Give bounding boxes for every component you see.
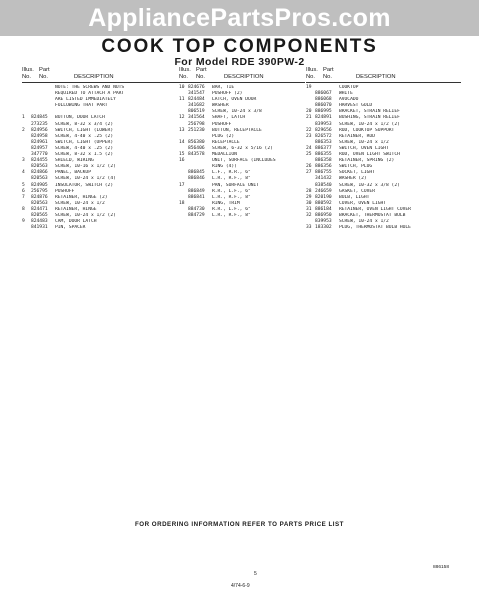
ordering-note: FOR ORDERING INFORMATION REFER TO PARTS PRICE LIST xyxy=(135,521,344,528)
part-number: 341682 xyxy=(188,103,205,109)
part-number: 886184 xyxy=(315,206,332,212)
part-description: COVER, OVEN LIGHT xyxy=(339,200,387,206)
part-description: SCREW, 10-24 x 1/2 xyxy=(339,139,389,145)
illus-number: 33 xyxy=(306,225,312,231)
illus-number: 1 xyxy=(22,115,25,121)
part-number: 886995 xyxy=(315,109,332,115)
part-description: SCREW, 4-40 x .25 (2) xyxy=(55,145,114,151)
illus-number: 12 xyxy=(179,115,185,121)
part-number: 884730 xyxy=(188,206,205,212)
page-code: 4/74-6-9 xyxy=(231,583,250,589)
part-number: 886070 xyxy=(315,103,332,109)
part-number: 886841 xyxy=(188,194,205,200)
illus-number: 3 xyxy=(22,158,25,164)
part-number: 820563 xyxy=(31,164,48,170)
part-description: NOTE: THE SCREWS AND NUTS xyxy=(55,85,125,90)
illus-number: 30 xyxy=(306,200,312,206)
illus-number: 26 xyxy=(306,164,312,170)
part-description: PUSHOFF xyxy=(212,121,232,127)
illus-number xyxy=(179,213,188,219)
part-description: BULB, LIGHT xyxy=(339,194,370,200)
part-description: SCREW, 10-24 x 1/2 xyxy=(339,219,389,225)
part-description: RETAINER, HINGE (2) xyxy=(55,194,108,200)
part-number: 824866 xyxy=(31,170,48,176)
part-description: PLUG (2) xyxy=(212,133,235,139)
illus-number: 13 xyxy=(179,127,185,133)
part-number: 341547 xyxy=(188,91,205,97)
part-number: 251230 xyxy=(188,127,205,133)
part-description: CAM, DOOR LATCH xyxy=(55,219,97,225)
part-description: BUSHING, STRAIN RELIEF xyxy=(339,115,400,121)
part-description: R.R., L.F., 6" xyxy=(212,206,251,212)
illus-number: 16 xyxy=(179,158,185,164)
part-number: 820565 xyxy=(31,212,48,218)
part-number: 183302 xyxy=(315,225,332,231)
part-description: L.R., R.F., 8" xyxy=(212,176,251,182)
part-description: BUTTON, RECEPTACLE xyxy=(212,127,262,133)
part-number: 839953 xyxy=(315,121,332,127)
part-number: 880592 xyxy=(315,200,332,206)
part-description: RETAINER, ROD xyxy=(339,133,375,139)
part-description: SCREW, 10-24 x 1/2 (2) xyxy=(339,121,400,127)
part-number: 806519 xyxy=(188,109,205,115)
part-number: 886845 xyxy=(188,170,205,176)
part-number: 256798 xyxy=(188,121,205,127)
part-number: 886377 xyxy=(315,145,332,151)
watermark-text: AppliancePartsPros.com xyxy=(88,4,391,32)
illus-number: 2 xyxy=(22,127,25,133)
parts-column-1 xyxy=(22,67,182,231)
part-description: SHAFT, LATCH xyxy=(212,115,246,121)
part-number: 886849 xyxy=(188,188,205,194)
part-description: SCREW, 10-24 x 3/8 xyxy=(212,109,262,115)
illus-number: 5 xyxy=(22,182,25,188)
header-no: No. xyxy=(323,74,333,80)
part-number: 824455 xyxy=(31,158,48,164)
part-number: 886846 xyxy=(188,176,205,182)
illus-number: 18 xyxy=(179,200,185,206)
part-number: 824961 xyxy=(31,139,48,145)
illus-number: 25 xyxy=(306,152,312,158)
part-number: 841931 xyxy=(31,225,48,231)
illus-number: 28 xyxy=(306,188,312,194)
part-description: SCREW, 10-24 x 1/2 (2) xyxy=(55,212,116,218)
part-description: PLUG, THERMOSTAT BULB HOLE xyxy=(339,225,411,231)
sheet-id: 886158 xyxy=(433,565,450,570)
part-description: AVOCADO xyxy=(339,97,359,103)
part-description: WASHER (2) xyxy=(339,176,367,182)
part-description: FOLLOWING THAT PART xyxy=(55,103,108,109)
part-description: ROD, COOKTOP SUPPORT xyxy=(339,127,395,133)
part-description: RETAINER, SPRING (2) xyxy=(339,158,395,164)
illus-number: 11 xyxy=(179,97,185,103)
parts-column-3 xyxy=(306,67,461,231)
header-illus: Illus. xyxy=(179,67,191,73)
part-number: 843578 xyxy=(188,152,205,158)
part-description: L.R., R.F., 8" xyxy=(212,212,251,218)
part-description: SCREW, 8-32 x 3/4 (2) xyxy=(55,121,114,127)
part-number: 824891 xyxy=(315,115,332,121)
part-number: 856406 xyxy=(188,145,205,151)
part-description: RING (4)) xyxy=(212,164,237,170)
part-number: 820563 xyxy=(31,176,48,182)
illus-number: 15 xyxy=(179,152,185,158)
header-rule xyxy=(22,82,182,83)
part-description: SCREW, 8-32 x 1.5 (2) xyxy=(55,152,114,158)
part-description: PUSHOFF (2) xyxy=(212,91,243,97)
part-description: RECEPTACLE xyxy=(212,139,240,145)
part-description: SCREW, 10-16 x 1/2 (2) xyxy=(55,164,116,170)
part-description: SWITCH, PLUG xyxy=(339,164,373,170)
column-header xyxy=(306,67,461,85)
illus-number xyxy=(22,225,31,231)
part-number: 824876 xyxy=(31,194,48,200)
part-description: RING, TRIM xyxy=(212,200,240,206)
part-description: WASHER xyxy=(212,103,229,109)
header-rule xyxy=(179,82,305,83)
column-header xyxy=(22,67,182,85)
part-description: BUTTON, DOOR LATCH xyxy=(55,115,105,121)
part-number: 246659 xyxy=(315,188,332,194)
part-number: 886358 xyxy=(315,158,332,164)
part-description: PIN, SPACER xyxy=(55,225,86,231)
part-number: 886067 xyxy=(315,91,332,97)
part-number: 886755 xyxy=(315,170,332,176)
header-no: No. xyxy=(196,74,206,80)
part-description: ARE LISTED IMMEDIATELY xyxy=(55,97,116,103)
part-number: 273235 xyxy=(31,121,48,127)
part-description: SCREW, 10-32 x 3/8 (2) xyxy=(339,182,400,188)
part-description: SWITCH, OVEN LIGHT xyxy=(339,145,389,151)
watermark-banner xyxy=(0,0,479,36)
header-description: DESCRIPTION xyxy=(356,74,396,80)
part-description: RETAINER, HINGE xyxy=(55,206,97,212)
part-description: HARVEST GOLD xyxy=(339,103,373,109)
illus-number: 32 xyxy=(306,212,312,218)
part-description: SHIELD, WIRING xyxy=(55,158,94,164)
part-number: 341564 xyxy=(188,115,205,121)
part-description: REQUIRED TO ATTACH A PART xyxy=(55,91,125,97)
header-illus: Illus. xyxy=(22,67,34,73)
header-no: No. xyxy=(39,74,49,80)
part-number: 820190 xyxy=(315,194,332,200)
part-number: 826572 xyxy=(315,133,332,139)
part-description: SWITCH, LIGHT (UPPER) xyxy=(55,139,114,145)
part-description: ROD, OVEN LIGHT SWITCH xyxy=(339,152,400,158)
header-part: Part xyxy=(323,67,334,73)
illus-number: 4 xyxy=(22,170,25,176)
part-description: SCREW, 10-24 x 1/2 (4) xyxy=(55,176,116,182)
part-number: 824905 xyxy=(31,182,48,188)
part-description: SOCKET, LIGHT xyxy=(339,170,375,176)
parts-list xyxy=(22,85,182,231)
part-number: 824957 xyxy=(31,145,48,151)
header-description: DESCRIPTION xyxy=(224,74,264,80)
part-number: 886950 xyxy=(315,212,332,218)
part-number: 839953 xyxy=(315,219,332,225)
part-description: PUSHOFF xyxy=(55,188,75,194)
parts-list xyxy=(179,85,305,219)
illus-number: 27 xyxy=(306,170,312,176)
part-number: 824958 xyxy=(31,133,48,139)
header-illus: Illus. xyxy=(306,67,318,73)
part-description: BAR, TIE xyxy=(212,85,235,90)
header-rule xyxy=(306,82,461,83)
part-number: 824956 xyxy=(31,127,48,133)
illus-number: 9 xyxy=(22,219,25,225)
part-number: 824483 xyxy=(31,219,48,225)
part-description: RETAINER, OVEN LIGHT COVER xyxy=(339,206,411,212)
part-number: 886068 xyxy=(315,97,332,103)
page-number: 5 xyxy=(254,571,257,577)
illus-number: 29 xyxy=(306,194,312,200)
part-number: 856380 xyxy=(188,139,205,145)
part-description: SWITCH, LIGHT (LOWER) xyxy=(55,127,114,133)
illus-number: 22 xyxy=(306,127,312,133)
part-description: UNIT, SURFACE (INCLUDES xyxy=(212,158,276,164)
illus-number: 6 xyxy=(22,188,25,194)
header-part: Part xyxy=(196,67,207,73)
header-no: No. xyxy=(179,74,189,80)
part-number: 824484 xyxy=(188,97,205,103)
part-description: L.R., R.F., 8" xyxy=(212,194,251,200)
part-row xyxy=(306,225,461,231)
illus-number: 17 xyxy=(179,182,185,188)
header-description: DESCRIPTION xyxy=(74,74,114,80)
part-number: 829656 xyxy=(315,127,332,133)
header-part: Part xyxy=(39,67,50,73)
part-description: SCREW, 4-40 x .25 (2) xyxy=(55,133,114,139)
part-description: COOKTOP xyxy=(339,85,359,90)
part-number: 886356 xyxy=(315,164,332,170)
column-header xyxy=(179,67,305,85)
part-row xyxy=(22,225,182,231)
part-description: LATCH, OVEN DOOR xyxy=(212,97,257,103)
part-description: SCREW, 6-32 x 5/16 (2) xyxy=(212,145,273,151)
part-number: 341432 xyxy=(315,176,332,182)
illus-number: 20 xyxy=(306,109,312,115)
part-description: BRACKET, THERMOSTAT BULB xyxy=(339,212,406,218)
header-no: No. xyxy=(22,74,32,80)
illus-number: 23 xyxy=(306,133,312,139)
part-number: 820563 xyxy=(31,200,48,206)
parts-list xyxy=(306,85,461,231)
part-number: 886355 xyxy=(315,152,332,158)
illus-number: 24 xyxy=(306,145,312,151)
part-description: L.F., R.R., 6" xyxy=(212,170,251,176)
illus-number: 14 xyxy=(179,139,185,145)
part-description: INSULATOR, SWITCH (2) xyxy=(55,182,114,188)
illus-number: 10 xyxy=(179,85,185,90)
part-description: GASKET, COVER xyxy=(339,188,375,194)
illus-number: 8 xyxy=(22,206,25,212)
part-number: 347770 xyxy=(31,152,48,158)
part-number: 824676 xyxy=(188,85,205,90)
part-description: R.R., L.F., 6" xyxy=(212,188,251,194)
part-description: MEDALLION xyxy=(212,152,237,158)
part-description: SCREW, 10-24 x 1/2 xyxy=(55,200,105,206)
header-no: No. xyxy=(306,74,316,80)
part-description: WHITE xyxy=(339,91,353,97)
parts-column-2 xyxy=(179,67,305,219)
part-description: BRACKET, STRAIN RELIEF xyxy=(339,109,400,115)
part-number: 884729 xyxy=(188,212,205,218)
part-number: 838540 xyxy=(315,182,332,188)
page-title: COOK TOP COMPONENTS xyxy=(101,36,378,57)
part-number: 824845 xyxy=(31,115,48,121)
part-description: PANEL, BACKUP xyxy=(55,170,91,176)
illus-number: 21 xyxy=(306,115,312,121)
illus-number: 7 xyxy=(22,194,25,200)
part-number: 886353 xyxy=(315,139,332,145)
part-row xyxy=(179,213,305,219)
page-subtitle: For Model RDE 390PW-2 xyxy=(174,56,305,68)
illus-number: 19 xyxy=(306,85,312,90)
part-number: 824471 xyxy=(31,206,48,212)
part-number: 256795 xyxy=(31,188,48,194)
illus-number: 31 xyxy=(306,206,312,212)
part-description: PAN, SURFACE UNIT xyxy=(212,182,260,188)
